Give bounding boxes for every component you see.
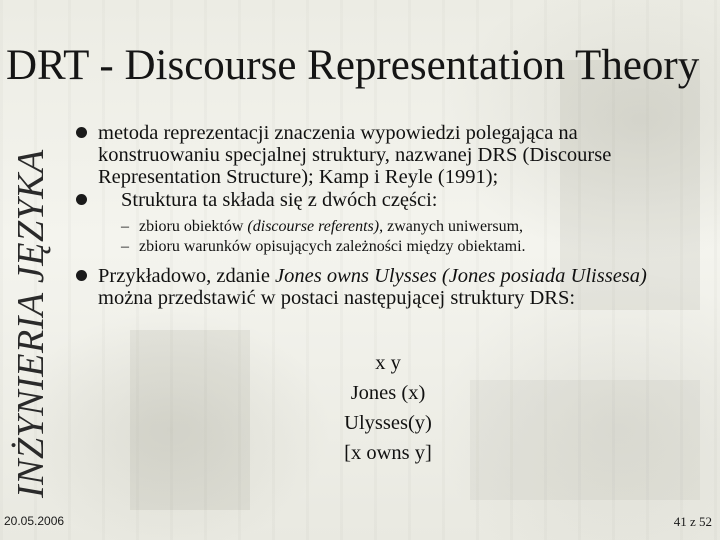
bullet-item: [74, 265, 704, 309]
bullet-list: [74, 122, 704, 309]
background-photo-shape: [130, 330, 250, 510]
sub-item-text-end: , zwanych uniwersum,: [379, 218, 524, 235]
sub-list-item: [121, 237, 704, 257]
slide-title: DRT - Discourse Representation Theory: [6, 42, 700, 89]
footer-date: 20.05.2006: [4, 514, 65, 528]
drs-structure: [318, 348, 458, 468]
bullet-dot-icon: [76, 270, 87, 281]
sub-list: [74, 217, 704, 257]
sub-item-text: zbioru warunków opisujących zależności między obiektami.: [139, 238, 526, 255]
bullet-text: Przykładowo, zdanie: [98, 265, 276, 287]
page-number: 41 z 52: [673, 514, 712, 529]
vertical-brand-text: INŻYNIERIA JĘZYKA: [10, 149, 52, 498]
example-sentence-italic: Jones owns Ulysses (Jones posiada Ulissesa): [275, 265, 647, 287]
bullet-text: Struktura ta składa się z dwóch części:: [121, 189, 438, 211]
drs-condition: Ulysses(y): [344, 412, 432, 434]
bullet-dot-icon: [76, 194, 87, 205]
dash-marker: –: [121, 238, 129, 255]
bullet-item: [74, 189, 704, 211]
drs-condition: Jones (x): [350, 382, 426, 404]
bullet-text: metoda reprezentacji znaczenia wypowiedzi polegająca na konstruowaniu specjalnej struktury, nazwanej DRS (Discourse Representation Structure); Kamp i Reyle (1991);: [98, 122, 612, 188]
drs-condition: [x owns y]: [344, 442, 432, 464]
sub-item-italic-text: (discourse referents): [247, 218, 380, 235]
bullet-item: [74, 122, 704, 188]
sub-list-item: [121, 217, 704, 237]
bullet-dot-icon: [76, 127, 87, 138]
drs-universe: x y: [375, 352, 401, 374]
dash-marker: –: [121, 218, 129, 235]
bullet-text-end: można przedstawić w postaci następującej struktury DRS:: [98, 287, 576, 309]
background-photo-shape: [470, 380, 700, 500]
sub-item-text: zbioru obiektów: [139, 218, 248, 235]
